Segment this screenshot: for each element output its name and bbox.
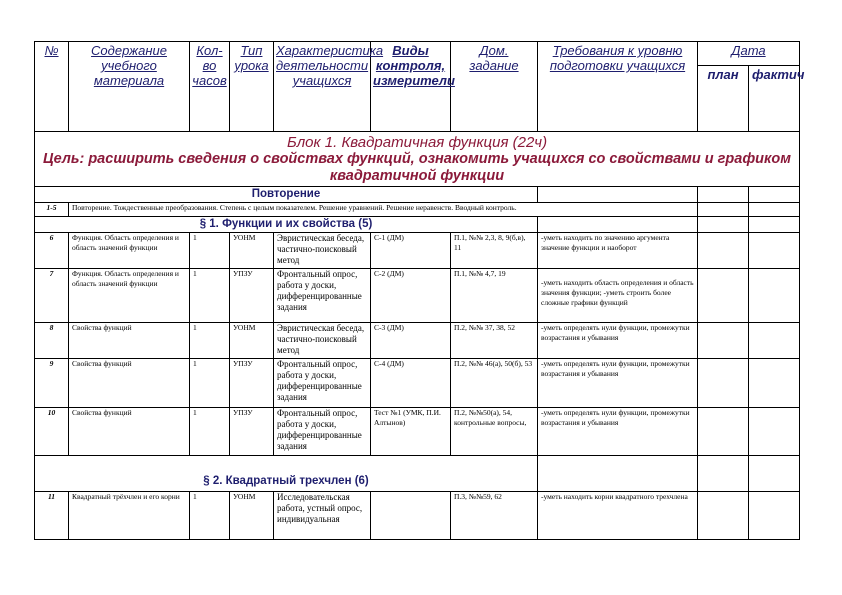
row-activity: Исследовательская работа, устный опрос, индивидуальная: [274, 492, 371, 540]
row-control: С-4 (ДМ): [371, 359, 451, 408]
row-plan: [698, 269, 749, 323]
row-homework: П.1, №№ 4,7, 19: [451, 269, 538, 323]
row-type: УПЗУ: [230, 408, 274, 456]
block-goal: Цель: расширить сведения о свойствах функций, ознакомить учащихся со свойствами и графиком квадратичной функции: [43, 151, 791, 184]
row-plan: [698, 323, 749, 359]
row-fact: [749, 323, 800, 359]
section1-row: [35, 217, 800, 233]
block-row: [35, 132, 800, 187]
table-row: [35, 269, 800, 323]
section2-row: [35, 456, 800, 492]
header-date: Дата: [698, 42, 800, 66]
row-plan: [698, 408, 749, 456]
review-title: Повторение: [251, 188, 321, 200]
review-title-row: [35, 187, 800, 203]
header-num: №: [35, 42, 69, 132]
header-homework: Дом. задание: [451, 42, 538, 132]
row-fact: [749, 492, 800, 540]
row-activity: Эвристическая беседа, частично-поисковый метод: [274, 233, 371, 269]
header-hours: Кол-во часов: [190, 42, 230, 132]
row-homework: П.3, №№59, 62: [451, 492, 538, 540]
row-control: С-3 (ДМ): [371, 323, 451, 359]
section2-req-empty: [538, 456, 698, 492]
row-fact: [749, 233, 800, 269]
table-row: [35, 408, 800, 456]
row-plan: [698, 492, 749, 540]
row-num: 8: [35, 323, 69, 359]
row-activity: Фронтальный опрос, работа у доски, дифференцированные задания: [274, 269, 371, 323]
header-control: Виды контроля, измерители: [371, 42, 451, 132]
row-homework: П.2, №№ 46(а), 50(б), 53: [451, 359, 538, 408]
row-fact: [749, 408, 800, 456]
review-req-empty: [538, 187, 698, 203]
table-row: [35, 233, 800, 269]
row-control: С-1 (ДМ): [371, 233, 451, 269]
header-requirements: Требования к уровню подготовки учащихся: [538, 42, 698, 132]
section2-fact-empty: [749, 456, 800, 492]
row-activity: Фронтальный опрос, работа у доски, дифференцированные задания: [274, 408, 371, 456]
row-fact: [749, 359, 800, 408]
row-control: [371, 492, 451, 540]
row-hours: 1: [190, 233, 230, 269]
header-activity: Характеристика деятельности учащихся: [274, 42, 371, 132]
header-plan: план: [698, 66, 749, 132]
row-content: Квадратный трёхчлен и его корни: [69, 492, 190, 540]
section1-plan-empty: [698, 217, 749, 233]
row-activity: Эвристическая беседа, частично-поисковый метод: [274, 323, 371, 359]
header-content: Содержание учебного материала: [69, 42, 190, 132]
row-content: Свойства функций: [69, 359, 190, 408]
row-fact: [749, 269, 800, 323]
row-content: Функция. Область определения и область значений функции: [69, 269, 190, 323]
row-requirements: -уметь находить по значению аргумента значение функции и наоборот: [538, 233, 698, 269]
row-homework: П.2, №№ 37, 38, 52: [451, 323, 538, 359]
review-row: [35, 203, 800, 217]
row-plan: [698, 359, 749, 408]
row-num: 10: [35, 408, 69, 456]
block-title: Блок 1. Квадратичная функция (22ч): [286, 134, 548, 151]
section1-fact-empty: [749, 217, 800, 233]
lesson-plan-sheet: [34, 41, 805, 540]
row-num: 11: [35, 492, 69, 540]
row-requirements: -уметь находить корни квадратного трехчлена: [538, 492, 698, 540]
row-type: УОНМ: [230, 492, 274, 540]
row-hours: 1: [190, 323, 230, 359]
row-homework: П.2, №№50(а), 54, контрольные вопросы,: [451, 408, 538, 456]
row-homework: П.1, №№ 2,3, 8, 9(б,в), 11: [451, 233, 538, 269]
row-num: 9: [35, 359, 69, 408]
table-row: [35, 359, 800, 408]
row-plan: [698, 233, 749, 269]
review-row-fact: [749, 203, 800, 217]
row-type: УПЗУ: [230, 269, 274, 323]
row-hours: 1: [190, 269, 230, 323]
section1-req-empty: [538, 217, 698, 233]
row-activity: Фронтальный опрос, работа у доски, дифференцированные задания: [274, 359, 371, 408]
section2-title: § 2. Квадратный трехчлен (6): [203, 475, 369, 487]
row-control: Тест №1 (УМК, П.И. Алтынов): [371, 408, 451, 456]
table-row: [35, 492, 800, 540]
review-fact-empty: [749, 187, 800, 203]
row-hours: 1: [190, 359, 230, 408]
row-type: УОНМ: [230, 323, 274, 359]
row-num: 6: [35, 233, 69, 269]
row-content: Свойства функций: [69, 408, 190, 456]
header-row: [35, 42, 800, 66]
row-requirements: -уметь определять нули функции, промежутки возрастания и убывания: [538, 323, 698, 359]
row-content: Свойства функций: [69, 323, 190, 359]
header-type: Тип урока: [230, 42, 274, 132]
header-fact: фактич: [749, 66, 800, 132]
section1-title: § 1. Функции и их свойства (5): [199, 218, 373, 230]
table-row: [35, 323, 800, 359]
row-hours: 1: [190, 492, 230, 540]
review-row-plan: [698, 203, 749, 217]
row-type: УПЗУ: [230, 359, 274, 408]
review-text: Повторение. Тождественные преобразования. Степень с целым показателем. Решение уравнений. Решение неравенств. Вводный контроль.: [69, 203, 698, 217]
row-hours: 1: [190, 408, 230, 456]
review-plan-empty: [698, 187, 749, 203]
row-requirements: -уметь определять нули функции, промежутки возрастания и убывания: [538, 359, 698, 408]
row-type: УОНМ: [230, 233, 274, 269]
section2-plan-empty: [698, 456, 749, 492]
row-requirements: -уметь определять нули функции, промежутки возрастания и убывания: [538, 408, 698, 456]
row-control: С-2 (ДМ): [371, 269, 451, 323]
row-requirements: -уметь находить область определения и область значения функции; -уметь строить более сложные графики функций: [538, 269, 698, 323]
lesson-plan-table: [34, 41, 805, 540]
row-content: Функция. Область определения и область значений функции: [69, 233, 190, 269]
row-num: 7: [35, 269, 69, 323]
review-num: 1-5: [35, 203, 69, 217]
